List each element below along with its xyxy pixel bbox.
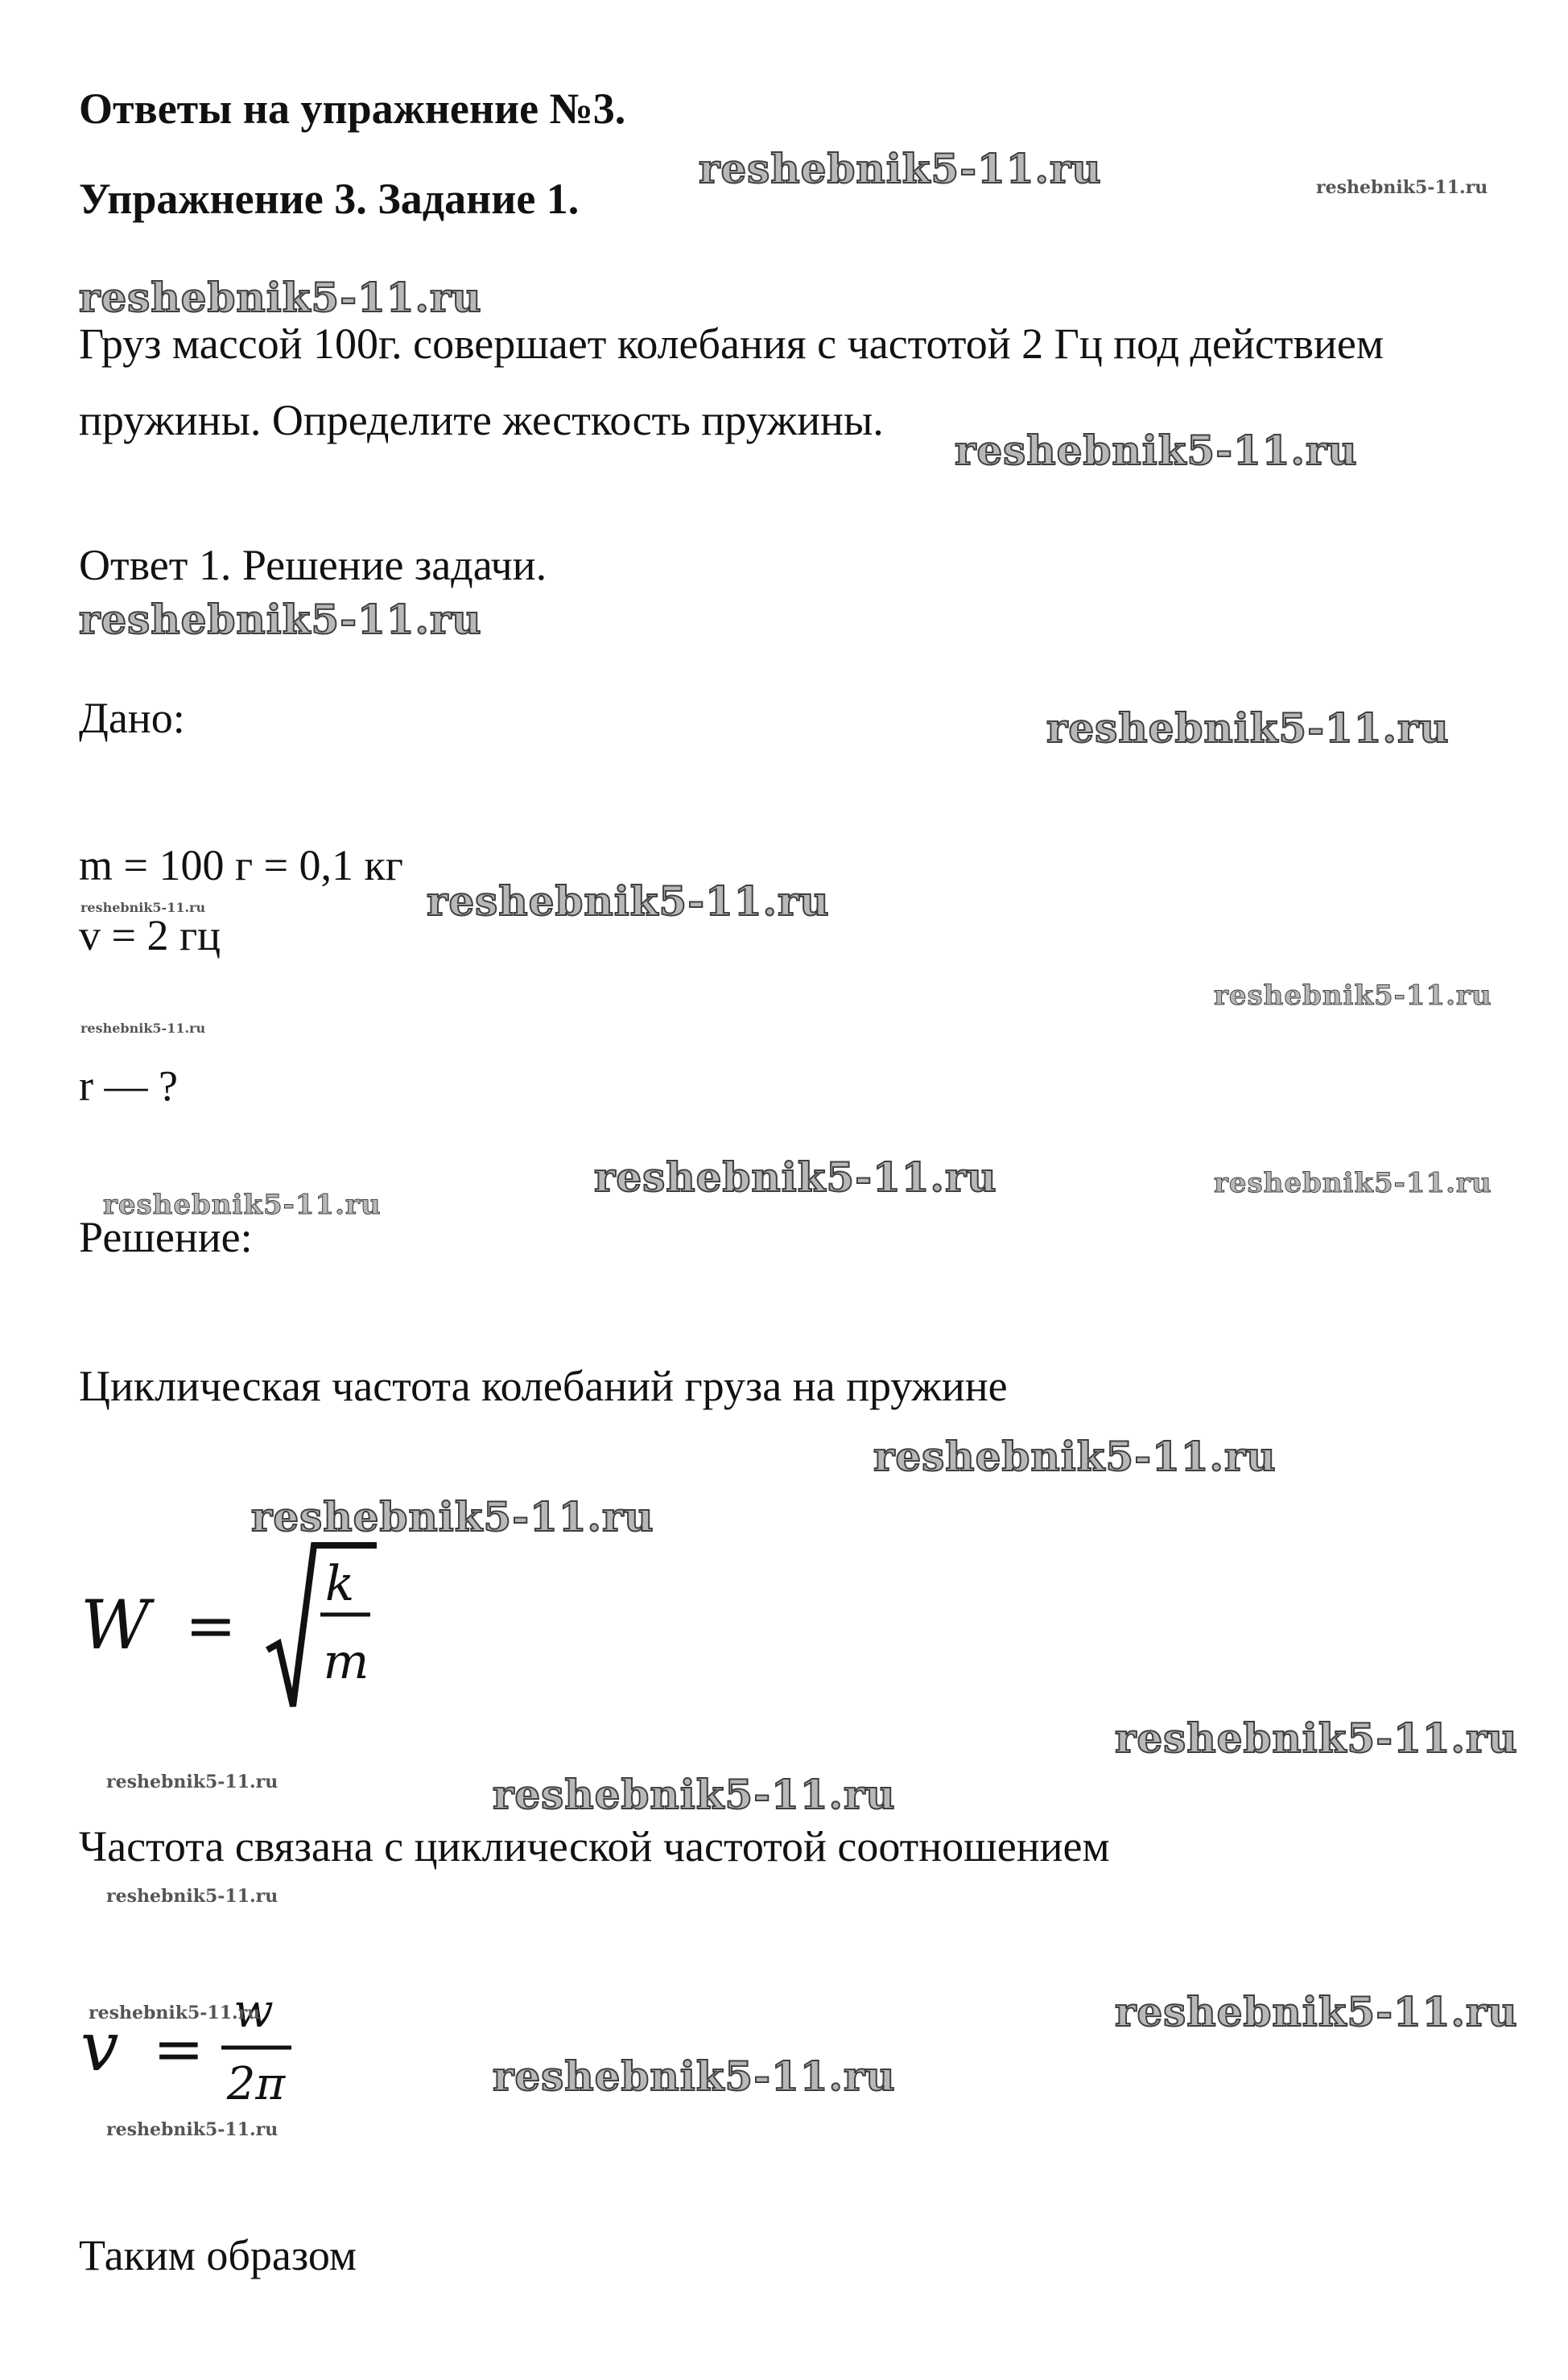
watermark: reshebnik5-11.ru — [1316, 177, 1488, 198]
fraction-denominator-m: m — [323, 1634, 369, 1690]
watermark: reshebnik5-11.ru — [106, 1772, 279, 1792]
frequency-relation-formula-svg — [80, 1980, 338, 2125]
watermark: reshebnik5-11.ru — [79, 274, 482, 321]
watermark: reshebnik5-11.ru — [1046, 704, 1450, 752]
watermark: reshebnik5-11.ru — [80, 1021, 206, 1036]
solution-label: Решение: — [79, 1213, 253, 1261]
problem-text-line-1: Груз массой 100г. совершает колебания с частотой 2 Гц под действием — [79, 320, 1384, 368]
formula-equals-sign: = — [185, 1590, 237, 1661]
watermark: reshebnik5-11.ru — [1115, 1988, 1518, 2036]
given-label: Дано: — [79, 694, 185, 742]
watermark: reshebnik5-11.ru — [106, 2119, 279, 2140]
page-title: Ответы на упражнение №3. — [79, 85, 626, 133]
watermark: reshebnik5-11.ru — [493, 1771, 896, 1818]
cyclic-frequency-text: Циклическая частота колебаний груза на пружине — [79, 1362, 1008, 1410]
watermark: reshebnik5-11.ru — [699, 145, 1102, 192]
formula-lhs-w: W — [80, 1586, 151, 1664]
fraction-denominator-2pi: 2π — [226, 2058, 286, 2110]
watermark: reshebnik5-11.ru — [873, 1433, 1277, 1480]
fraction-numerator-k: k — [324, 1556, 355, 1612]
problem-text-line-2: пружины. Определите жесткость пружины. — [79, 396, 884, 444]
watermark: reshebnik5-11.ru — [493, 2052, 896, 2100]
watermark: reshebnik5-11.ru — [1214, 1167, 1492, 1199]
watermark: reshebnik5-11.ru — [251, 1493, 654, 1541]
cyclic-frequency-formula-svg — [80, 1529, 402, 1722]
frequency-relation-formula — [80, 1980, 338, 2125]
watermark: reshebnik5-11.ru — [106, 1886, 279, 1907]
watermark: reshebnik5-11.ru — [79, 596, 482, 643]
exercise-subtitle: Упражнение 3. Задание 1. — [79, 175, 580, 223]
given-frequency: v = 2 гц — [79, 911, 221, 959]
watermark: reshebnik5-11.ru — [955, 427, 1358, 474]
formula-lhs-v: v — [80, 2007, 119, 2086]
formula-equals-sign: = — [153, 2013, 204, 2085]
watermark: reshebnik5-11.ru — [103, 1189, 382, 1221]
given-mass: m = 100 г = 0,1 кг — [79, 841, 403, 889]
fraction-numerator-w: w — [233, 1983, 274, 2038]
answer-title: Ответ 1. Решение задачи. — [79, 541, 547, 589]
watermark: reshebnik5-11.ru — [427, 877, 830, 925]
watermark: reshebnik5-11.ru — [594, 1153, 997, 1201]
relation-text: Частота связана с циклической частотой соотношением — [79, 1822, 1110, 1871]
watermark: reshebnik5-11.ru — [1214, 980, 1492, 1012]
watermark: reshebnik5-11.ru — [89, 2003, 261, 2023]
watermark: reshebnik5-11.ru — [1115, 1714, 1518, 1762]
conclusion-text: Таким образом — [79, 2231, 357, 2279]
unknown-quantity: r — ? — [79, 1062, 178, 1110]
watermark: reshebnik5-11.ru — [80, 900, 206, 915]
cyclic-frequency-formula — [80, 1529, 402, 1722]
